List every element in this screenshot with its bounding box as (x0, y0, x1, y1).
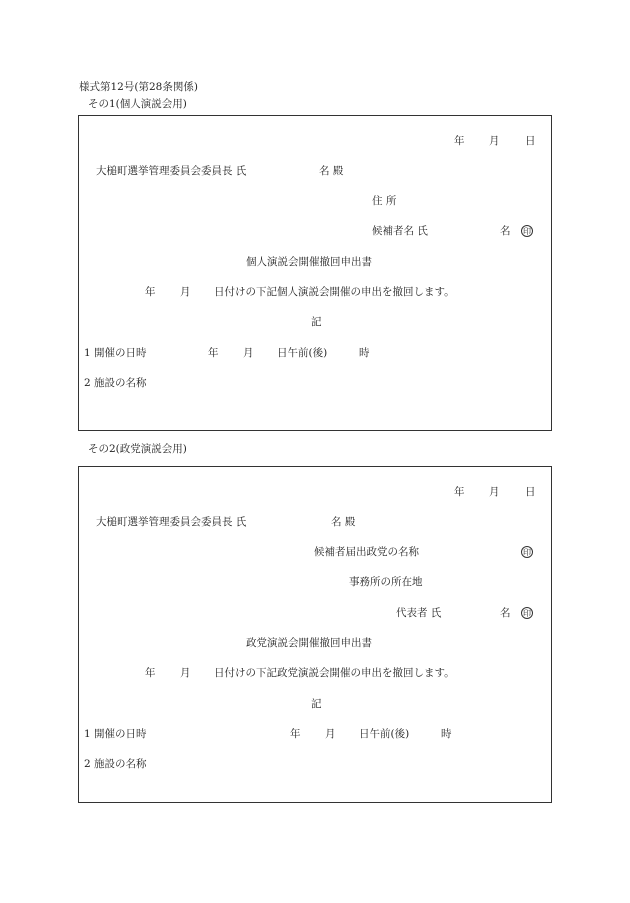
item2-label: 2 施設の名称 (84, 758, 147, 770)
item1-month: 月 (325, 728, 336, 740)
addressee: 大槌町選挙管理委員会委員長 氏 (96, 516, 247, 528)
party-label: 候補者届出政党の名称 (314, 546, 419, 558)
record-heading: 記 (311, 698, 322, 710)
date-day: 日 (525, 486, 536, 498)
date-month: 月 (489, 486, 500, 498)
item1-year: 年 (208, 347, 219, 359)
section-title-individual: その1(個人演説会用) (88, 98, 187, 110)
addressee: 大槌町選挙管理委員会委員長 氏 (96, 165, 247, 177)
item1-hour: 時 (441, 728, 452, 740)
candidate-label: 候補者名 氏 (372, 225, 428, 237)
addressee-name: 名 殿 (331, 516, 356, 528)
item1-year: 年 (290, 728, 301, 740)
addressee-name: 名 殿 (319, 165, 344, 177)
date-month: 月 (489, 135, 500, 147)
item1-month: 月 (243, 347, 254, 359)
body-year: 年 (145, 667, 156, 679)
item1-label: 1 開催の日時 (84, 728, 147, 740)
item1-label: 1 開催の日時 (84, 347, 147, 359)
doc-title: 個人演説会開催撤回申出書 (246, 256, 372, 268)
body-text: 日付けの下記政党演説会開催の申出を撤回します。 (214, 667, 455, 679)
date-day: 日 (525, 135, 536, 147)
body-text: 日付けの下記個人演説会開催の申出を撤回します。 (214, 286, 455, 298)
item1-day: 日午前(後) (277, 347, 328, 359)
office-label: 事務所の所在地 (349, 576, 423, 588)
section-title-party: その2(政党演説会用) (88, 443, 187, 455)
date-year: 年 (454, 135, 465, 147)
doc-title: 政党演説会開催撤回申出書 (246, 637, 372, 649)
rep-label: 代表者 氏 (396, 607, 442, 619)
candidate-name: 名 (500, 225, 511, 237)
form-number: 様式第12号(第28条関係) (79, 81, 198, 93)
item2-label: 2 施設の名称 (84, 377, 147, 389)
seal-icon: 印 (523, 227, 531, 236)
body-month: 月 (180, 286, 191, 298)
date-year: 年 (454, 486, 465, 498)
rep-name: 名 (500, 607, 511, 619)
individual-form-box (78, 115, 552, 431)
seal-icon: 印 (523, 609, 531, 618)
address-label: 住 所 (372, 195, 397, 207)
seal-icon: 印 (523, 548, 531, 557)
body-month: 月 (180, 667, 191, 679)
body-year: 年 (145, 286, 156, 298)
party-form-box (78, 466, 552, 803)
item1-day: 日午前(後) (359, 728, 410, 740)
item1-hour: 時 (359, 347, 370, 359)
record-heading: 記 (311, 316, 322, 328)
